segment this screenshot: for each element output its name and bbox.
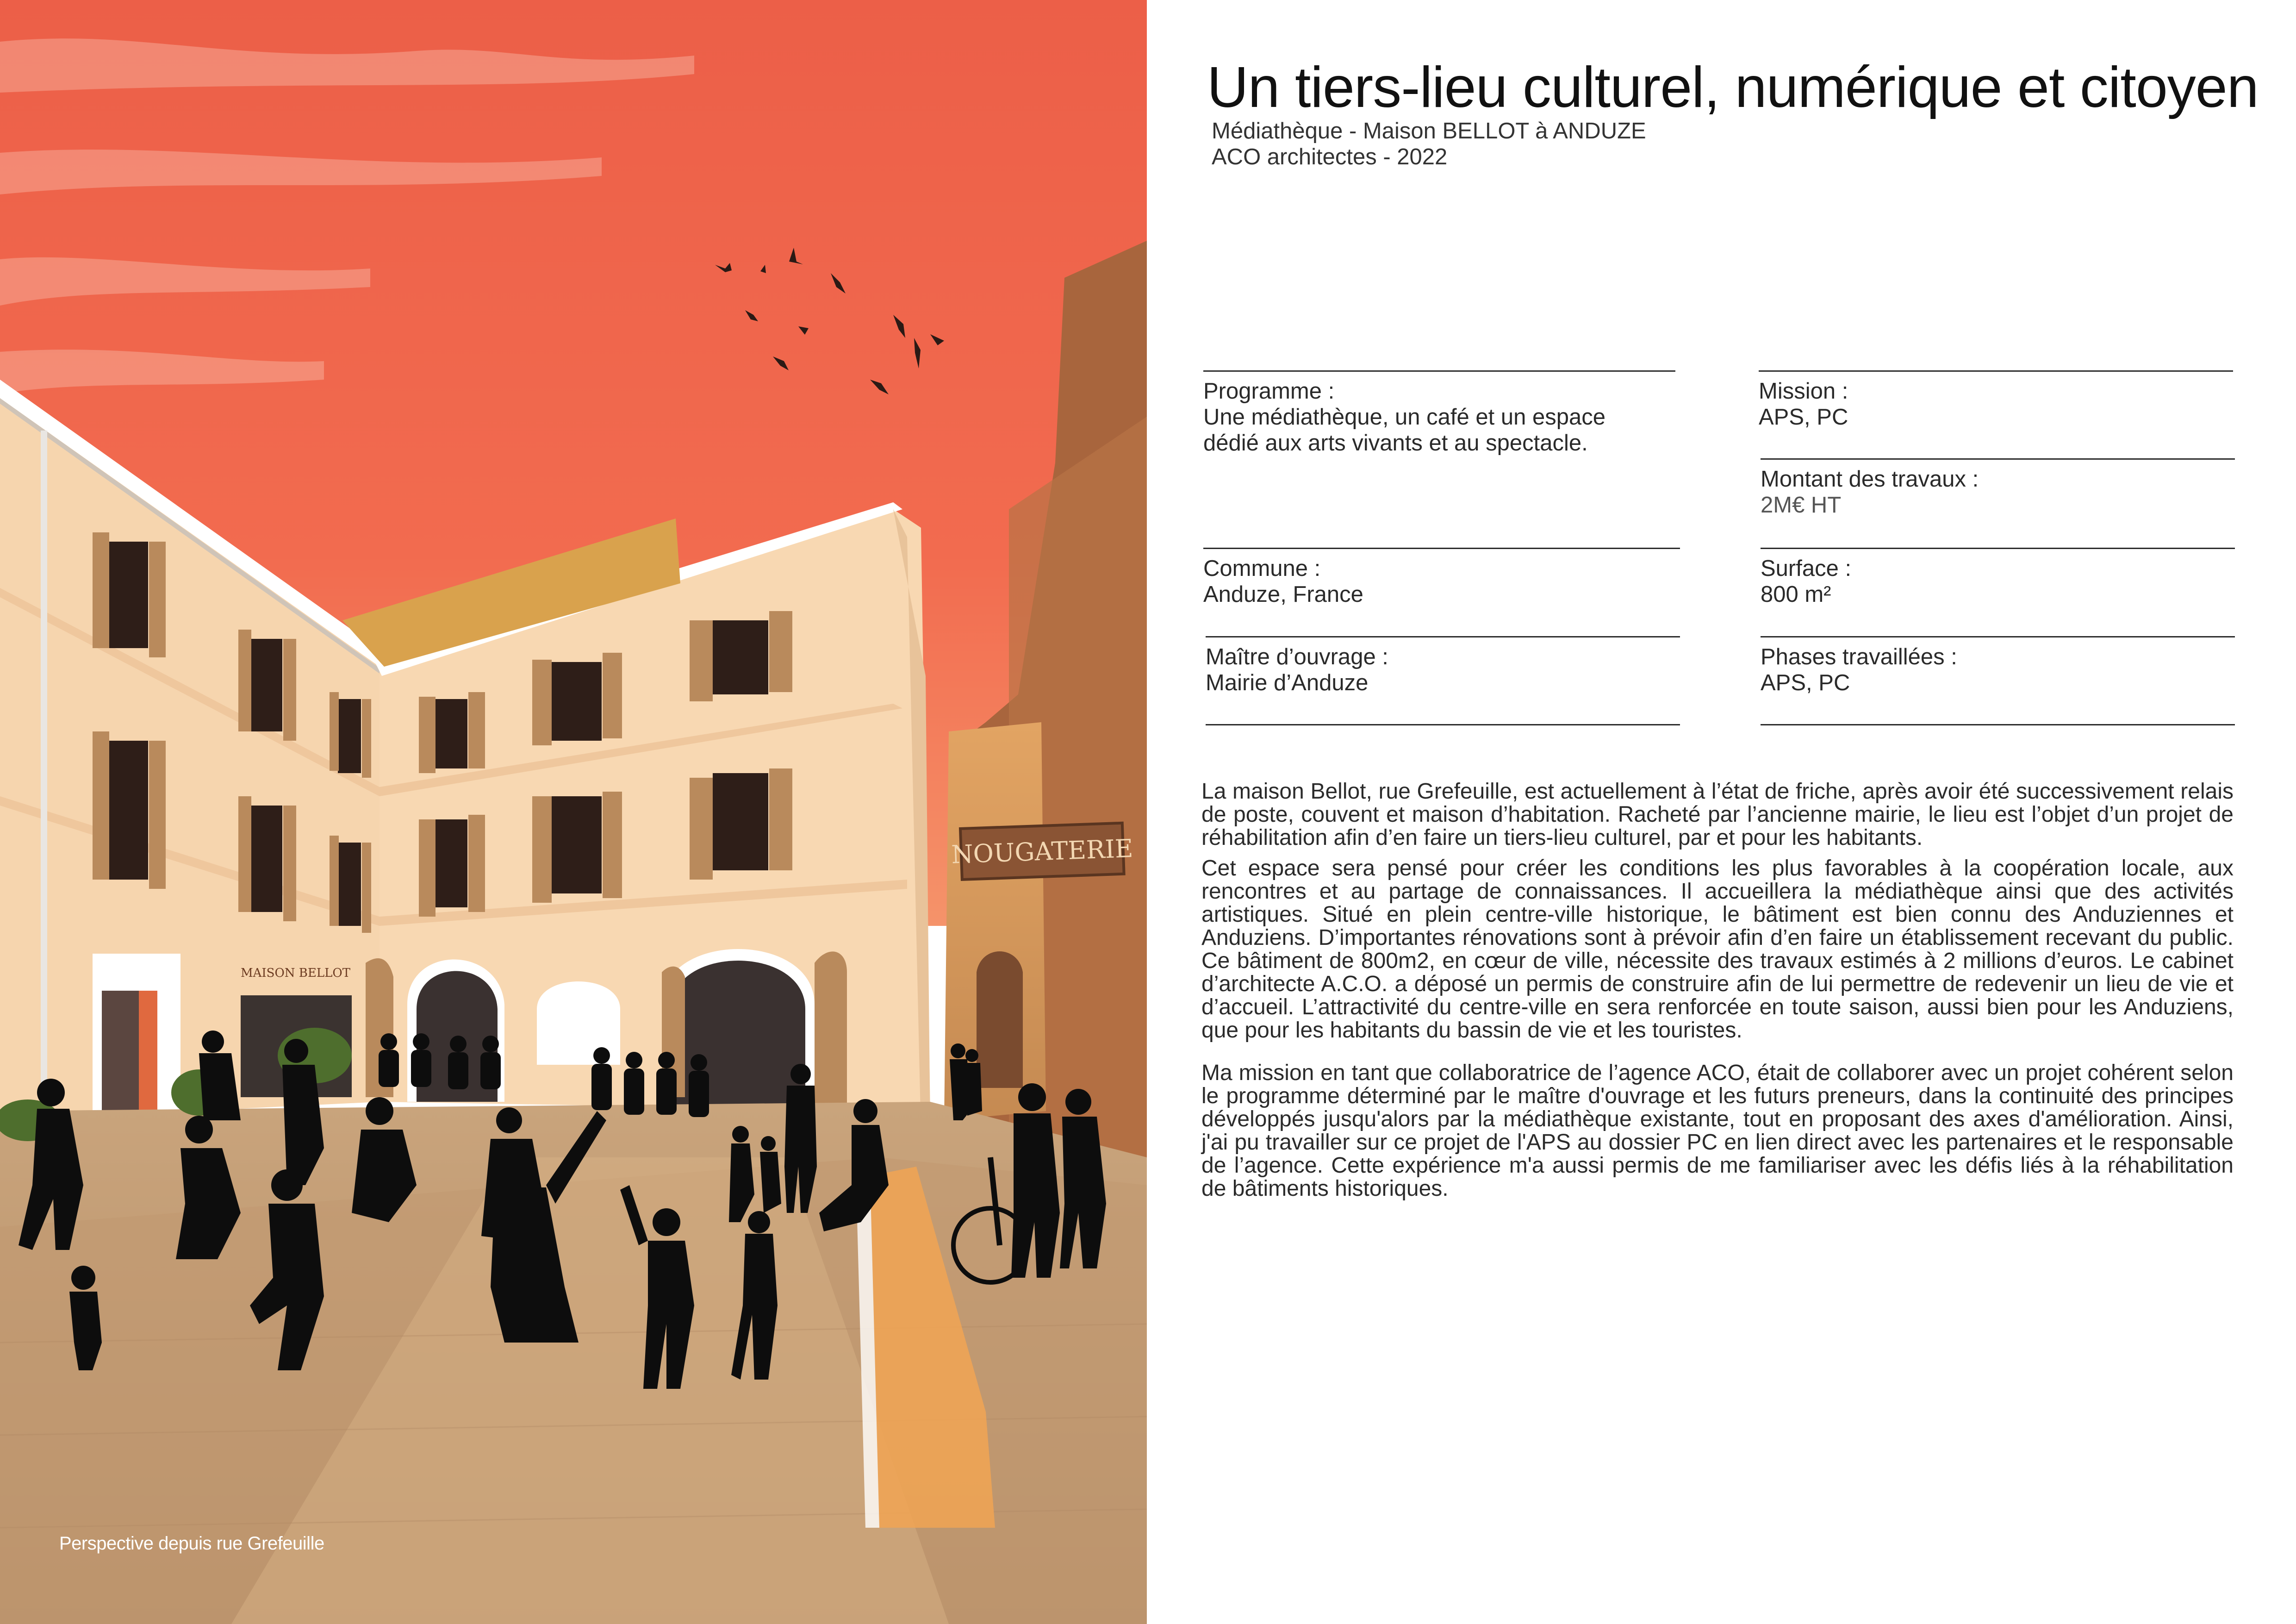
field-programme — [1203, 370, 1675, 456]
field-mission-label: Mission : — [1759, 379, 1848, 404]
field-phases-value: APS, PC — [1761, 670, 1850, 695]
subtitle-agency: ACO architectes - 2022 — [1212, 144, 1448, 169]
divider-left-bottom — [1206, 724, 1680, 725]
illustration-caption: Perspective depuis rue Grefeuille — [59, 1533, 324, 1554]
divider-right-bottom — [1761, 724, 2235, 725]
field-mission-value: APS, PC — [1759, 405, 1848, 430]
field-commune-value: Anduze, France — [1203, 582, 1363, 607]
perspective-illustration — [0, 0, 1147, 1624]
standing-man — [784, 1064, 817, 1213]
field-montant-value: 2M€ HT — [1761, 493, 1842, 518]
illustration-svg — [0, 0, 1147, 1624]
body-paragraph-3: Ma mission en tant que collaboratrice de l’agence ACO, était de collaborer avec un projet cohérent selon le programme déterminé par le maître d'ouvrage et les futurs preneurs, dans la continuité des principes développés jusqu'alors par la médiathèque existante, tout en proposant des axes d'amélioration. Ainsi, j'ai pu travailler sur ce projet de l'APS au dossier PC en lien direct avec les partenaires et le responsable de l’agence. Cette expérience m'a aussi permis de me familiariser avec les défis liés à la réhabilitation de bâtiments historiques. — [1201, 1061, 2234, 1201]
field-phases-label: Phases travaillées : — [1761, 644, 1957, 669]
drainpipe — [41, 431, 47, 1125]
field-maitre-label: Maître d’ouvrage : — [1206, 644, 1388, 669]
field-surface-label: Surface : — [1761, 556, 1852, 581]
field-mission — [1759, 370, 2233, 430]
shop-sign — [950, 823, 1134, 880]
body-paragraph-2: Cet espace sera pensé pour créer les conditions les plus favorables à la coopération locale, aux rencontres et au partage de connaissances. Il accueillera la médiathèque ainsi que des activités artistiques. Situé en plein centre-ville historique, le bâtiment est bien connu des Anduziennes et Anduziens. D’importantes rénovations sont à prévoir afin d’en faire un établissement recevant du public. Ce bâtiment de 800m2, en cœur de ville, nécessite des travaux estimés à 2 millions d’euros. Le cabinet d’architecte A.C.O. a déposé un permis de construire afin de lui permettre de redevenir un lieu de vie et d’accueil. L’attractivité du centre-ville en sera renforcée en toute saison, aussi bien pour les Anduziens, que pour les habitants du bassin de vie et les touristes. — [1201, 856, 2234, 1043]
building-sign-text: MAISON BELLOT — [241, 966, 351, 980]
body-paragraph-1: La maison Bellot, rue Grefeuille, est actuellement à l’état de friche, après avoir été successivement relais de poste, couvent et maison d’habitation. Racheté par l’ancienne mairie, le lieu est l’objet d’un projet de réhabilitation afin d’en faire un tiers-lieu culturel, par et pour les habitants. — [1201, 779, 2234, 850]
far-walkers — [950, 1043, 982, 1120]
field-montant-label: Montant des travaux : — [1761, 467, 1979, 492]
page-title: Un tiers-lieu culturel, numérique et citoyen — [1207, 56, 2259, 119]
field-commune — [1203, 548, 1680, 607]
field-programme-value-1: Une médiathèque, un café et un espace — [1203, 405, 1606, 430]
field-phases — [1761, 636, 2235, 696]
field-montant — [1761, 458, 2235, 518]
field-surface-value: 800 m² — [1761, 582, 1831, 607]
text-panel — [1147, 0, 2296, 1624]
field-maitre-ouvrage — [1206, 636, 1680, 696]
subtitle — [1212, 118, 1646, 170]
field-surface — [1761, 548, 2235, 607]
field-commune-label: Commune : — [1203, 556, 1321, 581]
shop-sign-text: NOUGATERIE — [951, 834, 1134, 869]
field-programme-label: Programme : — [1203, 379, 1335, 404]
field-maitre-value: Mairie d’Anduze — [1206, 670, 1369, 695]
body-text — [1201, 780, 2234, 1208]
field-programme-value-2: dédié aux arts vivants et au spectacle. — [1203, 431, 1588, 456]
subtitle-project: Médiathèque - Maison BELLOT à ANDUZE — [1212, 119, 1646, 144]
